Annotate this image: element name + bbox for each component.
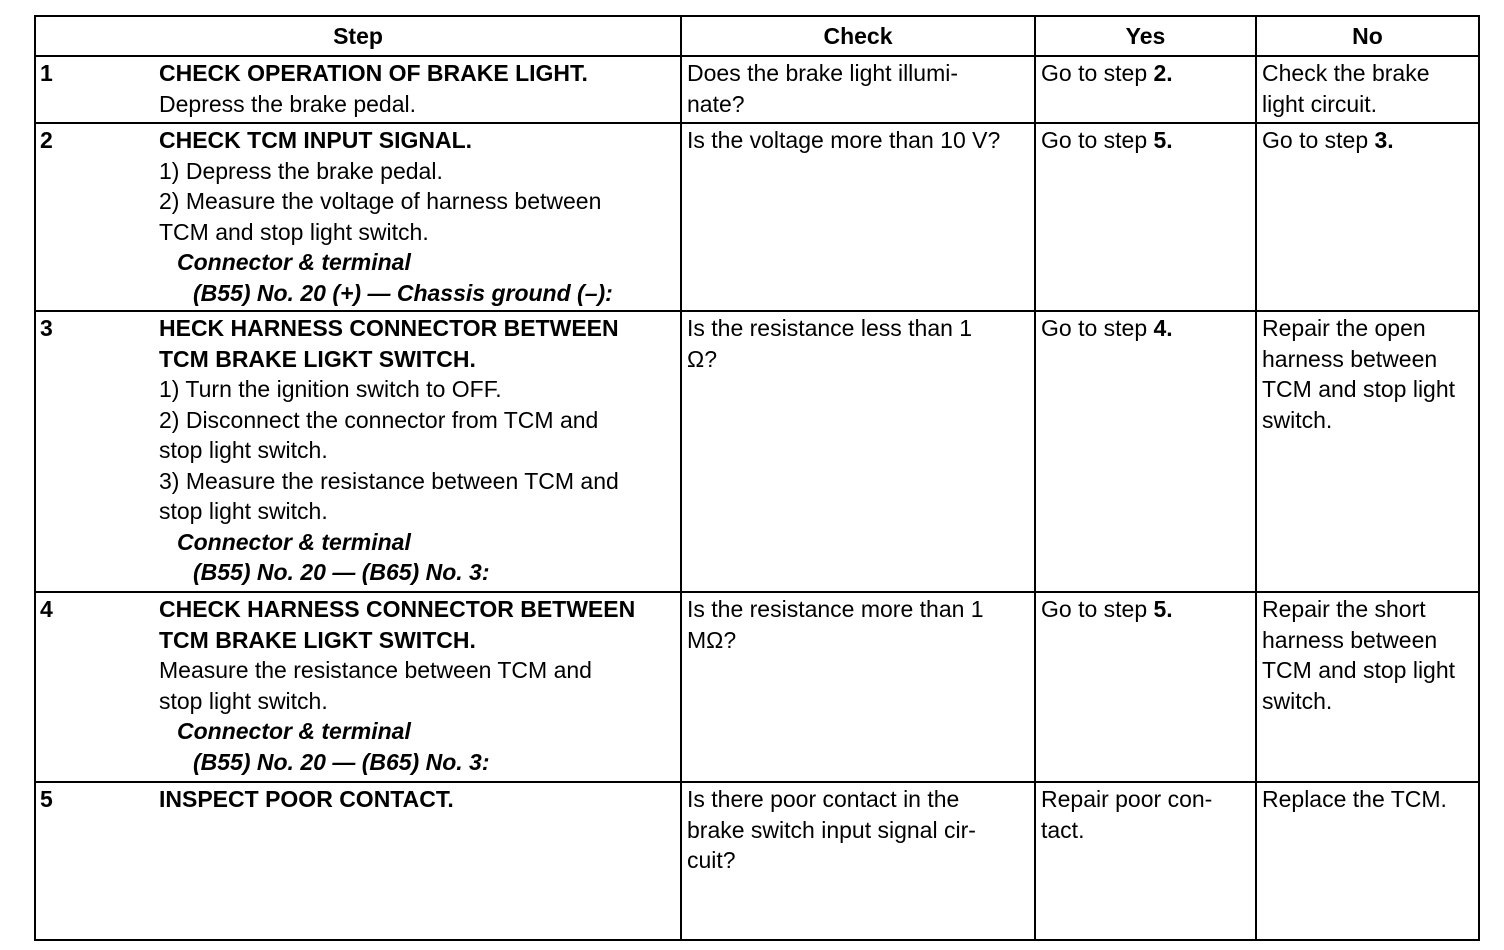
check-line: Is the voltage more than 10 V? [687, 127, 1001, 153]
no-line: Repair the short [1262, 596, 1426, 622]
step-line: stop light switch. [159, 437, 328, 463]
connector-label: Connector & terminal [177, 249, 411, 275]
diagnostic-table [34, 15, 1480, 941]
step-line: 1) Depress the brake pedal. [159, 157, 443, 184]
table-row [35, 782, 1479, 940]
yes-prefix: Go to step [1041, 60, 1154, 86]
check-cell [681, 782, 1035, 940]
step-number: 5 [40, 786, 53, 812]
no-step: 3. [1374, 127, 1394, 153]
step-line: 1) Turn the ignition switch to OFF. [159, 376, 502, 402]
yes-step: 2. [1153, 60, 1173, 86]
step-line: Depress the brake pedal. [159, 90, 416, 117]
header-row [35, 16, 1479, 56]
table-row [35, 311, 1479, 592]
check-cell [681, 311, 1035, 592]
yes-line: Repair poor con- [1041, 786, 1213, 812]
check-cell [681, 123, 1035, 311]
header-check: Check [681, 16, 1035, 56]
step-title: TCM BRAKE LIGKT SWITCH. [159, 345, 476, 372]
step-cell [35, 56, 681, 123]
step-cell [35, 782, 681, 940]
header-yes: Yes [1035, 16, 1256, 56]
step-title: TCM BRAKE LIGKT SWITCH. [159, 626, 476, 653]
check-line: Does the brake light illumi- [687, 60, 959, 86]
check-line: Is the resistance more than 1 [687, 596, 984, 622]
check-line: nate? [687, 90, 745, 117]
no-cell [1256, 311, 1479, 592]
step-line: 3) Measure the resistance between TCM and [159, 467, 619, 494]
table-row [35, 123, 1479, 311]
yes-prefix: Go to step [1041, 315, 1154, 341]
step-title: CHECK OPERATION OF BRAKE LIGHT. [159, 60, 588, 86]
no-line: TCM and stop light [1262, 657, 1456, 683]
step-cell [35, 123, 681, 311]
no-line: Check the brake [1262, 60, 1430, 86]
no-prefix: Go to step [1262, 127, 1375, 153]
yes-prefix: Go to step [1041, 127, 1154, 153]
connector-label: Connector & terminal [177, 718, 411, 744]
no-cell [1256, 592, 1479, 782]
no-line: TCM and stop light [1262, 376, 1456, 402]
yes-line: tact. [1041, 816, 1085, 843]
check-line: brake switch input signal cir- [687, 816, 976, 843]
step-number: 3 [40, 315, 53, 341]
table-row [35, 56, 1479, 123]
step-line: 2) Disconnect the connector from TCM and [159, 406, 599, 433]
no-line: harness between [1262, 345, 1438, 372]
check-line: cuit? [687, 847, 736, 873]
step-title: CHECK TCM INPUT SIGNAL. [159, 127, 473, 153]
step-number: 4 [40, 596, 53, 622]
step-title: CHECK HARNESS CONNECTOR BETWEEN [159, 596, 636, 622]
step-cell [35, 311, 681, 592]
step-line: Measure the resistance between TCM and [159, 657, 592, 683]
header-step: Step [35, 16, 681, 56]
header-no: No [1256, 16, 1479, 56]
no-line: Repair the open [1262, 315, 1426, 341]
table-row [35, 592, 1479, 782]
step-line: stop light switch. [159, 687, 328, 714]
check-line: Ω? [687, 345, 717, 372]
check-cell [681, 56, 1035, 123]
connector-value: (B55) No. 20 — (B65) No. 3: [193, 748, 490, 775]
step-title: HECK HARNESS CONNECTOR BETWEEN [159, 315, 619, 341]
check-line: Is the resistance less than 1 [687, 315, 973, 341]
yes-step: 5. [1153, 596, 1173, 622]
step-number: 1 [40, 60, 53, 86]
yes-cell [1035, 56, 1256, 123]
yes-cell [1035, 311, 1256, 592]
step-cell [35, 592, 681, 782]
step-number: 2 [40, 127, 53, 153]
connector-value: (B55) No. 20 (+) — Chassis ground (–): [193, 279, 613, 306]
no-cell [1256, 56, 1479, 123]
connector-label: Connector & terminal [177, 528, 411, 555]
no-cell [1256, 123, 1479, 311]
connector-value: (B55) No. 20 — (B65) No. 3: [193, 559, 490, 585]
no-line: switch. [1262, 406, 1333, 433]
step-title: INSPECT POOR CONTACT. [159, 786, 454, 812]
yes-step: 4. [1153, 315, 1173, 341]
yes-cell [1035, 782, 1256, 940]
no-cell [1256, 782, 1479, 940]
yes-prefix: Go to step [1041, 596, 1154, 622]
step-line: 2) Measure the voltage of harness between [159, 188, 602, 214]
yes-cell [1035, 592, 1256, 782]
yes-cell [1035, 123, 1256, 311]
check-line: Is there poor contact in the [687, 786, 960, 812]
check-cell [681, 592, 1035, 782]
check-line: MΩ? [687, 626, 737, 653]
yes-step: 5. [1153, 127, 1173, 153]
step-line: TCM and stop light switch. [159, 218, 429, 245]
no-line: light circuit. [1262, 90, 1378, 117]
no-line: switch. [1262, 687, 1333, 714]
no-line: Replace the TCM. [1262, 786, 1447, 812]
step-line: stop light switch. [159, 498, 328, 524]
no-line: harness between [1262, 626, 1438, 653]
